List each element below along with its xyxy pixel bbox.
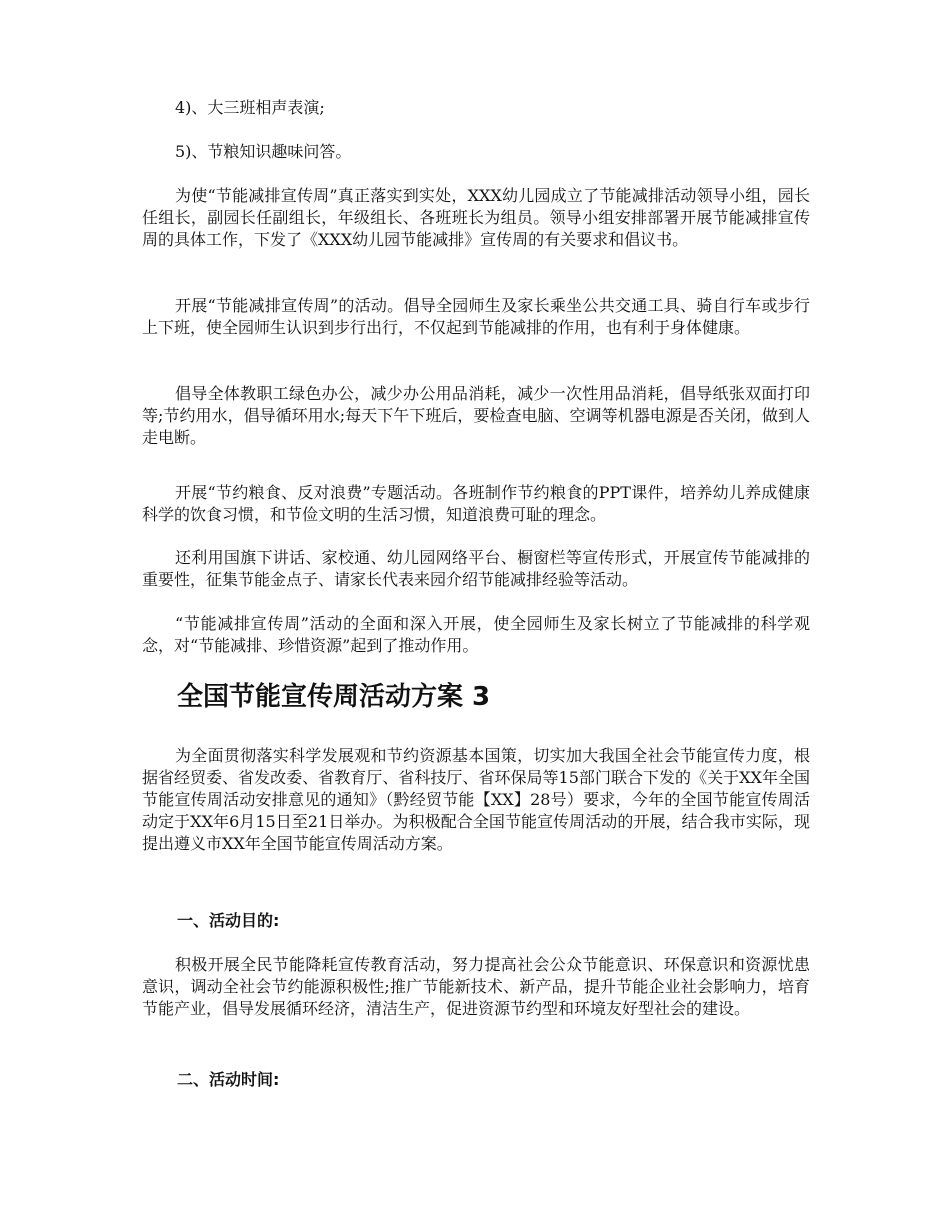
body-paragraph: 还利用国旗下讲话、家校通、幼儿园网络平台、橱窗栏等宣传形式，开展宣传节能减排的重要性，征集节能金点子、请家长代表来园介绍节能减排经验等活动。 <box>142 548 810 589</box>
body-paragraph: 为使“节能减排宣传周”真正落实到实处，XXX幼儿园成立了节能减排活动领导小组，园长任组长，副园长任副组长，年级组长、各班班长为组员。领导小组安排部署开展节能减排宣传周的具体工作，下发了《XXX幼儿园节能减排》宣传周的有关要求和倡议书。 <box>142 186 810 249</box>
body-paragraph: “节能减排宣传周”活动的全面和深入开展，使全园师生及家长树立了节能减排的科学观念，对“节能减排、珍惜资源”起到了推动作用。 <box>142 614 810 655</box>
list-item: 4)、大三班相声表演; <box>175 98 325 117</box>
body-paragraph: 开展“节能减排宣传周”的活动。倡导全园师生及家长乘坐公共交通工具、骑自行车或步行上下班，使全园师生认识到步行出行，不仅起到节能减排的作用，也有利于身体健康。 <box>142 296 810 337</box>
subheading-time: 二、活动时间: <box>177 1070 280 1089</box>
purpose-paragraph: 积极开展全民节能降耗宣传教育活动，努力提高社会公众节能意识、环保意识和资源忧患意识，调动全社会节约能源积极性;推广节能新技术、新产品，提升节能企业社会影响力，培育节能产业，倡导发展循环经济，清洁生产，促进资源节约型和环境友好型社会的建设。 <box>142 955 810 1018</box>
section-title: 全国节能宣传周活动方案 3 <box>177 682 491 712</box>
body-paragraph: 开展“节约粮食、反对浪费”专题活动。各班制作节约粮食的PPT课件，培养幼儿养成健康科学的饮食习惯，和节俭文明的生活习惯，知道浪费可耻的理念。 <box>142 483 810 524</box>
body-paragraph: 倡导全体教职工绿色办公，减少办公用品消耗，减少一次性用品消耗，倡导纸张双面打印等;节约用水，倡导循环用水;每天下午下班后，要检查电脑、空调等机器电源是否关闭，做到人走电断。 <box>142 384 810 447</box>
subheading-purpose: 一、活动目的: <box>177 911 280 930</box>
list-item: 5)、节粮知识趣味问答。 <box>175 142 352 161</box>
intro-paragraph: 为全面贯彻落实科学发展观和节约资源基本国策，切实加大我国全社会节能宣传力度，根据省经贸委、省发改委、省教育厅、省科技厅、省环保局等15部门联合下发的《关于XX年全国节能宣传周活动安排意见的通知》（黔经贸节能【XX】28号）要求，今年的全国节能宣传周活动定于XX年6月15日至21日举办。为积极配合全国节能宣传周活动的开展，结合我市实际，现提出遵义市XX年全国节能宣传周活动方案。 <box>142 746 810 853</box>
